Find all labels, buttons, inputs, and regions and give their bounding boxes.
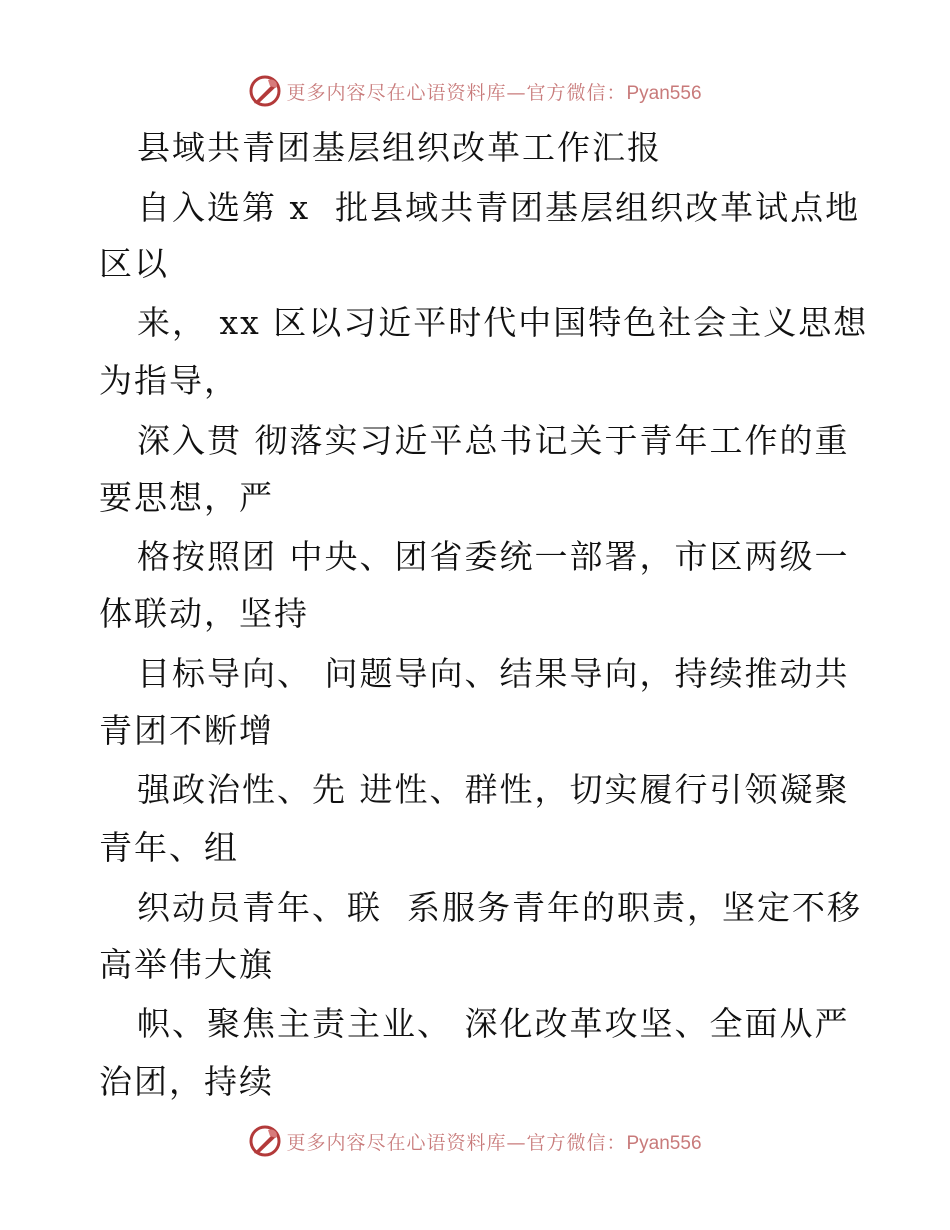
- paragraph-line: 青团不断增: [99, 711, 274, 750]
- paragraph-line: 为指导，: [99, 361, 239, 400]
- paragraph-line: 来， xx 区以习近平时代中国特色社会主义思想: [137, 303, 869, 342]
- paragraph-line: 目标导向、 问题导向、结果导向，持续推动共: [137, 654, 850, 693]
- paragraph-line: 体联动，坚持: [99, 594, 309, 633]
- paragraph-line: 区以: [99, 244, 169, 283]
- paragraph-line: 青年、组: [99, 828, 239, 867]
- paragraph-line: 格按照团 中央、团省委统一部署，市区两级一: [137, 537, 850, 576]
- quill-logo-icon: [248, 74, 282, 108]
- paragraph-line: 自入选第 x 批县域共青团基层组织改革试点地: [137, 188, 861, 227]
- paragraph-line: 深入贯 彻落实习近平总书记关于青年工作的重: [137, 421, 850, 460]
- header-watermark: [0, 71, 950, 111]
- paragraph-line: 强政治性、先 进性、群性，切实履行引领凝聚: [137, 770, 850, 809]
- quill-logo-icon: [248, 1124, 282, 1158]
- document-title: 县域共青团基层组织改革工作汇报: [137, 128, 662, 167]
- paragraph-line: 要思想，严: [99, 478, 274, 517]
- watermark-text: 更多内容尽在心语资料库—官方微信：Pyan556: [286, 1131, 702, 1154]
- paragraph-line: 织动员青年、联 系服务青年的职责，坚定不移: [137, 888, 862, 927]
- footer-watermark: [0, 1121, 950, 1161]
- paragraph-line: 高举伟大旗: [99, 945, 274, 984]
- watermark-text: 更多内容尽在心语资料库—官方微信：Pyan556: [286, 81, 702, 104]
- paragraph-line: 治团，持续: [99, 1062, 274, 1101]
- paragraph-line: 帜、聚焦主责主业、 深化改革攻坚、全面从严: [137, 1004, 850, 1043]
